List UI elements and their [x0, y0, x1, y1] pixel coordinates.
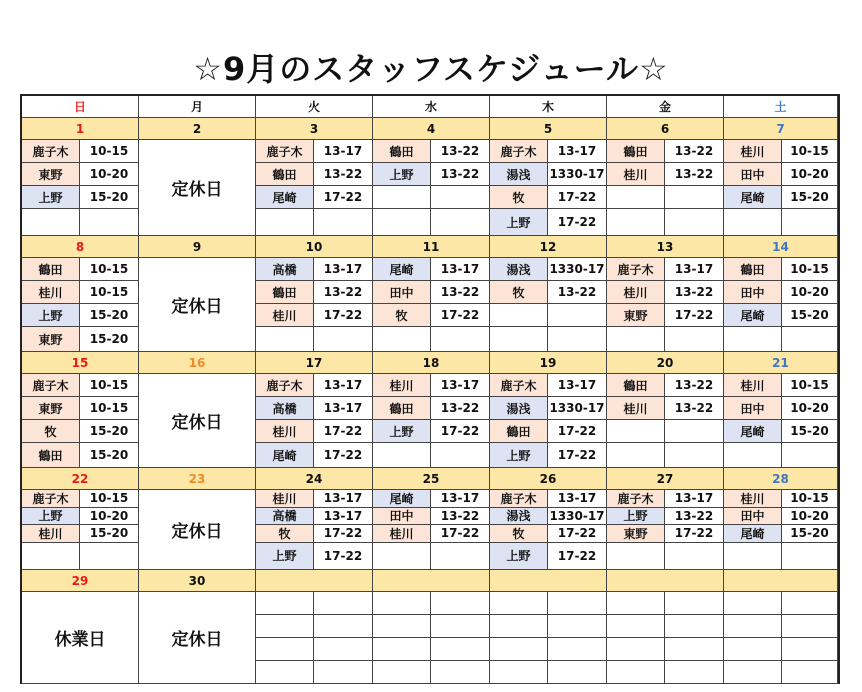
empty-slot — [314, 327, 373, 352]
shift-time: 13-17 — [431, 374, 490, 397]
weekday-header: 日 — [22, 96, 139, 118]
empty-slot — [373, 443, 431, 468]
staff-name: 鶴田 — [607, 374, 665, 397]
empty-slot — [665, 443, 724, 468]
staff-name: 上野 — [373, 420, 431, 443]
shift-time: 1330-17 — [548, 163, 607, 186]
shift-time: 15-20 — [782, 420, 838, 443]
shift-time: 15-20 — [80, 186, 139, 209]
date-cell: 28 — [724, 468, 838, 490]
staff-name: 東野 — [22, 327, 80, 352]
shift-time: 13-22 — [314, 281, 373, 304]
staff-name: 上野 — [490, 209, 548, 236]
schedule-calendar — [20, 94, 840, 684]
empty-slot — [665, 327, 724, 352]
shift-time: 1330-17 — [548, 508, 607, 526]
date-cell: 30 — [139, 570, 256, 592]
empty-slot — [256, 592, 314, 615]
shift-time: 10-15 — [80, 490, 139, 508]
empty-slot — [373, 592, 431, 615]
shift-time: 17-22 — [665, 525, 724, 543]
date-cell: 12 — [490, 236, 607, 258]
staff-name: 東野 — [607, 525, 665, 543]
date-cell: 5 — [490, 118, 607, 140]
shift-time: 13-17 — [314, 374, 373, 397]
weekday-header: 金 — [607, 96, 724, 118]
empty-slot — [256, 615, 314, 638]
date-cell: 21 — [724, 352, 838, 374]
date-cell: 11 — [373, 236, 490, 258]
staff-name: 田中 — [373, 508, 431, 526]
staff-name: 桂川 — [373, 374, 431, 397]
staff-name: 牧 — [256, 525, 314, 543]
staff-name: 牧 — [490, 281, 548, 304]
staff-name: 東野 — [607, 304, 665, 327]
staff-name: 高橋 — [256, 258, 314, 281]
date-cell: 25 — [373, 468, 490, 490]
shift-time: 17-22 — [548, 420, 607, 443]
date-cell: 6 — [607, 118, 724, 140]
shift-time: 13-22 — [431, 281, 490, 304]
staff-name: 上野 — [22, 508, 80, 526]
empty-slot — [607, 592, 665, 615]
staff-name: 牧 — [490, 186, 548, 209]
shift-time: 1330-17 — [548, 258, 607, 281]
empty-slot — [256, 209, 314, 236]
empty-slot — [548, 661, 607, 684]
shift-time: 13-22 — [665, 140, 724, 163]
shift-time: 15-20 — [80, 304, 139, 327]
shift-time: 17-22 — [314, 304, 373, 327]
shift-time: 13-17 — [314, 508, 373, 526]
empty-slot — [22, 209, 80, 236]
staff-name: 尾崎 — [724, 525, 782, 543]
staff-name: 桂川 — [22, 281, 80, 304]
shift-time: 10-15 — [782, 140, 838, 163]
date-cell: 22 — [22, 468, 139, 490]
shift-time: 17-22 — [314, 420, 373, 443]
empty-slot — [607, 443, 665, 468]
date-cell: 19 — [490, 352, 607, 374]
empty-slot — [724, 543, 782, 570]
staff-name: 桂川 — [724, 140, 782, 163]
shift-time: 15-20 — [80, 327, 139, 352]
shift-time: 10-15 — [80, 397, 139, 420]
staff-name: 高橋 — [256, 508, 314, 526]
staff-name: 尾崎 — [724, 304, 782, 327]
empty-slot — [490, 638, 548, 661]
empty-slot — [373, 327, 431, 352]
shift-time: 13-22 — [314, 163, 373, 186]
shift-time: 17-22 — [548, 525, 607, 543]
date-cell: 9 — [139, 236, 256, 258]
shift-time: 13-22 — [665, 281, 724, 304]
empty-slot — [431, 186, 490, 209]
date-cell: 24 — [256, 468, 373, 490]
staff-name: 尾崎 — [724, 420, 782, 443]
shift-time: 17-22 — [548, 543, 607, 570]
closed-day-label: 定休日 — [139, 490, 256, 570]
shift-time: 15-20 — [782, 304, 838, 327]
shift-time: 13-17 — [665, 258, 724, 281]
shift-time: 17-22 — [431, 525, 490, 543]
shift-time: 13-17 — [314, 258, 373, 281]
staff-name: 鹿子木 — [607, 490, 665, 508]
empty-slot — [548, 327, 607, 352]
empty-slot — [548, 615, 607, 638]
shift-time: 15-20 — [80, 420, 139, 443]
date-cell — [373, 570, 490, 592]
empty-slot — [22, 543, 80, 570]
empty-slot — [314, 209, 373, 236]
empty-slot — [373, 209, 431, 236]
staff-name: 尾崎 — [256, 443, 314, 468]
shift-time: 10-15 — [80, 281, 139, 304]
shift-time: 10-15 — [80, 258, 139, 281]
staff-name: 上野 — [22, 304, 80, 327]
empty-slot — [373, 615, 431, 638]
shift-time: 10-15 — [80, 374, 139, 397]
weekday-header: 土 — [724, 96, 838, 118]
empty-slot — [607, 543, 665, 570]
date-cell: 26 — [490, 468, 607, 490]
staff-name: 桂川 — [22, 525, 80, 543]
staff-name: 鶴田 — [373, 397, 431, 420]
shift-time: 17-22 — [314, 543, 373, 570]
empty-slot — [607, 327, 665, 352]
staff-name: 東野 — [22, 163, 80, 186]
shift-time: 13-17 — [314, 140, 373, 163]
empty-slot — [607, 209, 665, 236]
empty-slot — [782, 543, 838, 570]
date-cell: 8 — [22, 236, 139, 258]
staff-name: 尾崎 — [373, 490, 431, 508]
empty-slot — [80, 209, 139, 236]
date-cell: 7 — [724, 118, 838, 140]
shift-time: 13-17 — [548, 490, 607, 508]
staff-name: 桂川 — [256, 490, 314, 508]
staff-name: 田中 — [724, 397, 782, 420]
date-cell: 14 — [724, 236, 838, 258]
empty-slot — [373, 661, 431, 684]
empty-slot — [665, 638, 724, 661]
staff-name: 尾崎 — [373, 258, 431, 281]
empty-slot — [431, 592, 490, 615]
staff-name: 鹿子木 — [22, 140, 80, 163]
empty-slot — [373, 638, 431, 661]
shift-time: 15-20 — [80, 525, 139, 543]
date-cell: 15 — [22, 352, 139, 374]
empty-slot — [665, 209, 724, 236]
empty-slot — [782, 209, 838, 236]
staff-name: 田中 — [373, 281, 431, 304]
shift-time: 10-15 — [782, 490, 838, 508]
empty-slot — [256, 661, 314, 684]
empty-slot — [782, 327, 838, 352]
staff-name: 湯浅 — [490, 508, 548, 526]
shift-time: 13-22 — [665, 374, 724, 397]
empty-slot — [373, 543, 431, 570]
closed-day-label: 定休日 — [139, 258, 256, 352]
shift-time: 13-17 — [431, 258, 490, 281]
staff-name: 鶴田 — [373, 140, 431, 163]
weekday-header: 火 — [256, 96, 373, 118]
shift-time: 15-20 — [782, 186, 838, 209]
staff-name: 尾崎 — [724, 186, 782, 209]
staff-name: 鶴田 — [22, 443, 80, 468]
empty-slot — [431, 209, 490, 236]
empty-slot — [548, 638, 607, 661]
empty-slot — [724, 638, 782, 661]
staff-name: 上野 — [490, 443, 548, 468]
staff-name: 牧 — [373, 304, 431, 327]
empty-slot — [665, 420, 724, 443]
empty-slot — [314, 592, 373, 615]
staff-name: 鹿子木 — [256, 140, 314, 163]
empty-slot — [607, 420, 665, 443]
date-cell — [607, 570, 724, 592]
staff-name: 桂川 — [256, 420, 314, 443]
date-cell: 16 — [139, 352, 256, 374]
empty-slot — [782, 592, 838, 615]
date-cell: 17 — [256, 352, 373, 374]
empty-slot — [665, 186, 724, 209]
empty-slot — [490, 304, 548, 327]
shift-time: 13-22 — [665, 508, 724, 526]
shift-time: 13-22 — [431, 397, 490, 420]
empty-slot — [665, 592, 724, 615]
empty-slot — [256, 638, 314, 661]
shift-time: 13-22 — [431, 508, 490, 526]
staff-name: 高橋 — [256, 397, 314, 420]
staff-name: 鹿子木 — [490, 140, 548, 163]
shift-time: 17-22 — [431, 420, 490, 443]
weekday-header: 木 — [490, 96, 607, 118]
empty-slot — [665, 615, 724, 638]
empty-slot — [256, 327, 314, 352]
empty-slot — [548, 592, 607, 615]
date-cell: 18 — [373, 352, 490, 374]
weekday-header: 月 — [139, 96, 256, 118]
date-cell: 27 — [607, 468, 724, 490]
empty-slot — [665, 661, 724, 684]
date-cell: 3 — [256, 118, 373, 140]
staff-name: 田中 — [724, 281, 782, 304]
date-cell — [256, 570, 373, 592]
empty-slot — [431, 661, 490, 684]
staff-name: 上野 — [490, 543, 548, 570]
staff-name: 上野 — [373, 163, 431, 186]
shift-time: 17-22 — [314, 443, 373, 468]
date-cell: 20 — [607, 352, 724, 374]
staff-name: 桂川 — [607, 397, 665, 420]
staff-name: 鶴田 — [22, 258, 80, 281]
staff-name: 田中 — [724, 163, 782, 186]
shift-time: 10-20 — [782, 281, 838, 304]
staff-name: 鹿子木 — [22, 374, 80, 397]
empty-slot — [607, 661, 665, 684]
empty-slot — [782, 638, 838, 661]
staff-name: 鹿子木 — [256, 374, 314, 397]
shift-time: 10-20 — [782, 397, 838, 420]
shift-time: 10-15 — [782, 258, 838, 281]
staff-name: 牧 — [490, 525, 548, 543]
staff-name: 桂川 — [607, 163, 665, 186]
staff-name: 桂川 — [724, 490, 782, 508]
empty-slot — [607, 638, 665, 661]
staff-name: 鶴田 — [724, 258, 782, 281]
empty-slot — [490, 327, 548, 352]
date-cell: 1 — [22, 118, 139, 140]
shift-time: 13-17 — [665, 490, 724, 508]
shift-time: 10-20 — [782, 508, 838, 526]
date-cell: 10 — [256, 236, 373, 258]
staff-name: 牧 — [22, 420, 80, 443]
shift-time: 15-20 — [782, 525, 838, 543]
empty-slot — [431, 615, 490, 638]
staff-name: 東野 — [22, 397, 80, 420]
staff-name: 湯浅 — [490, 258, 548, 281]
empty-slot — [373, 186, 431, 209]
shift-time: 17-22 — [548, 209, 607, 236]
empty-slot — [782, 615, 838, 638]
empty-slot — [490, 661, 548, 684]
empty-slot — [431, 543, 490, 570]
staff-name: 鹿子木 — [490, 490, 548, 508]
shift-time: 13-22 — [548, 281, 607, 304]
shift-time: 17-22 — [548, 443, 607, 468]
closed-day-label: 定休日 — [139, 140, 256, 236]
closed-day-label: 休業日 — [22, 592, 139, 684]
staff-name: 田中 — [724, 508, 782, 526]
empty-slot — [782, 661, 838, 684]
empty-slot — [431, 327, 490, 352]
shift-time: 13-22 — [431, 140, 490, 163]
shift-time: 13-22 — [431, 163, 490, 186]
staff-name: 桂川 — [373, 525, 431, 543]
empty-slot — [665, 543, 724, 570]
shift-time: 10-15 — [80, 140, 139, 163]
empty-slot — [724, 615, 782, 638]
staff-name: 上野 — [607, 508, 665, 526]
shift-time: 13-17 — [314, 490, 373, 508]
empty-slot — [607, 186, 665, 209]
date-cell — [490, 570, 607, 592]
shift-time: 13-17 — [431, 490, 490, 508]
staff-name: 鶴田 — [256, 281, 314, 304]
shift-time: 17-22 — [314, 525, 373, 543]
empty-slot — [724, 592, 782, 615]
empty-slot — [314, 638, 373, 661]
date-cell: 23 — [139, 468, 256, 490]
date-cell: 4 — [373, 118, 490, 140]
empty-slot — [724, 443, 782, 468]
page-title: ☆9月のスタッフスケジュール☆ — [193, 50, 669, 88]
date-cell: 2 — [139, 118, 256, 140]
date-cell — [724, 570, 838, 592]
staff-name: 鶴田 — [607, 140, 665, 163]
date-cell: 29 — [22, 570, 139, 592]
shift-time: 13-17 — [314, 397, 373, 420]
shift-time: 17-22 — [548, 186, 607, 209]
weekday-header: 水 — [373, 96, 490, 118]
empty-slot — [724, 661, 782, 684]
empty-slot — [431, 638, 490, 661]
closed-day-label: 定休日 — [139, 374, 256, 468]
shift-time: 10-15 — [782, 374, 838, 397]
empty-slot — [548, 304, 607, 327]
empty-slot — [80, 543, 139, 570]
empty-slot — [782, 443, 838, 468]
staff-name: 鶴田 — [256, 163, 314, 186]
shift-time: 13-22 — [665, 163, 724, 186]
empty-slot — [431, 443, 490, 468]
staff-name: 湯浅 — [490, 163, 548, 186]
empty-slot — [314, 661, 373, 684]
empty-slot — [724, 209, 782, 236]
date-cell: 13 — [607, 236, 724, 258]
staff-name: 鶴田 — [490, 420, 548, 443]
shift-time: 13-17 — [548, 140, 607, 163]
empty-slot — [724, 327, 782, 352]
shift-time: 13-22 — [665, 397, 724, 420]
shift-time: 1330-17 — [548, 397, 607, 420]
staff-name: 鹿子木 — [490, 374, 548, 397]
staff-name: 湯浅 — [490, 397, 548, 420]
staff-name: 上野 — [22, 186, 80, 209]
shift-time: 17-22 — [314, 186, 373, 209]
shift-time: 17-22 — [431, 304, 490, 327]
staff-name: 桂川 — [256, 304, 314, 327]
shift-time: 13-17 — [548, 374, 607, 397]
shift-time: 10-20 — [782, 163, 838, 186]
empty-slot — [490, 592, 548, 615]
shift-time: 15-20 — [80, 443, 139, 468]
empty-slot — [314, 615, 373, 638]
shift-time: 17-22 — [665, 304, 724, 327]
empty-slot — [607, 615, 665, 638]
empty-slot — [490, 615, 548, 638]
staff-name: 鹿子木 — [607, 258, 665, 281]
staff-name: 上野 — [256, 543, 314, 570]
staff-name: 尾崎 — [256, 186, 314, 209]
staff-name: 鹿子木 — [22, 490, 80, 508]
staff-name: 桂川 — [724, 374, 782, 397]
staff-name: 桂川 — [607, 281, 665, 304]
shift-time: 10-20 — [80, 163, 139, 186]
shift-time: 10-20 — [80, 508, 139, 526]
closed-day-label: 定休日 — [139, 592, 256, 684]
